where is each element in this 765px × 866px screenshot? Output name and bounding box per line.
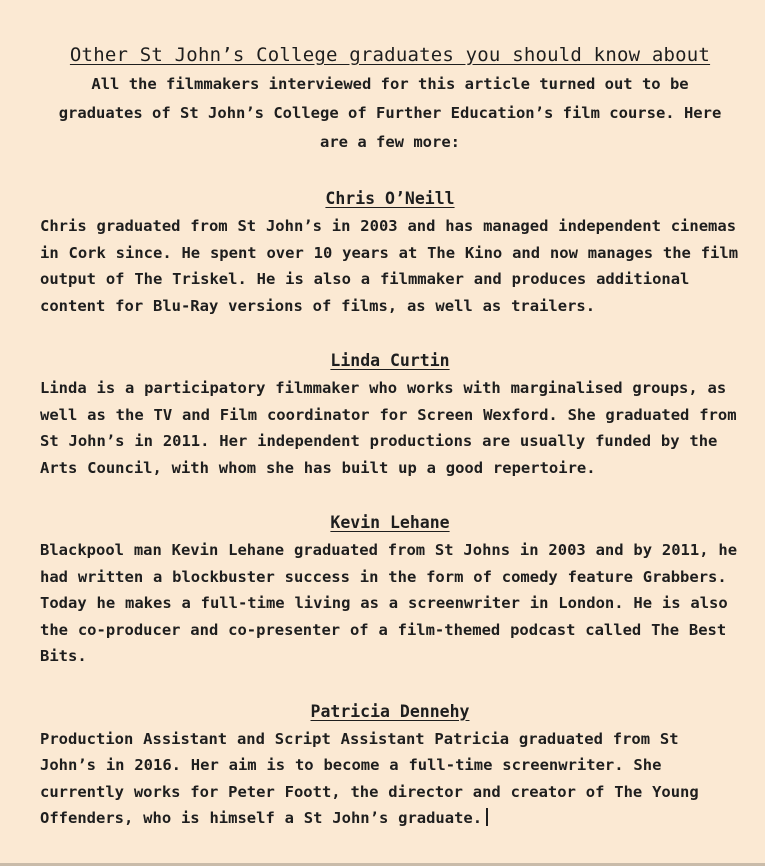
graduate-name: Linda Curtin	[330, 351, 450, 370]
graduate-section-chris	[40, 185, 740, 319]
graduate-section-linda	[40, 347, 740, 481]
graduate-bio-last	[40, 726, 740, 832]
graduate-bio: Chris graduated from St John’s in 2003 and has managed independent cinemas in Cork since. He spent over 10 years at The Kino and now manages the film output of The Triskel. He is also a filmmaker and produces additional content for Blu-Ray versions of films, as well as trailers.	[40, 217, 739, 315]
graduate-bio: Production Assistant and Script Assistant Patricia graduated from St John’s in 2016. Her aim is to become a full-time screenwriter. She currently works for Peter Foott, the director and creator of The Young Offenders, who is himself a St John’s graduate.	[40, 729, 699, 827]
article-intro: All the filmmakers interviewed for this article turned out to be graduates of St John’s College of Further Education’s film course. Here are a few more:	[58, 75, 722, 151]
graduate-section-patricia	[40, 698, 740, 832]
graduate-name: Kevin Lehane	[330, 513, 450, 532]
article-title: Other St John’s College graduates you should know about	[69, 44, 711, 66]
document-body[interactable]	[40, 40, 740, 832]
graduate-name: Chris O’Neill	[325, 189, 455, 208]
graduate-bio: Blackpool man Kevin Lehane graduated from St Johns in 2003 and by 2011, he had written a blockbuster success in the form of comedy feature Grabbers. Today he makes a full-time living as a screenwriter in London. He is also the co-producer and co-presenter of a film-themed podcast called The Best Bits.	[40, 541, 738, 665]
graduate-bio: Linda is a participatory filmmaker who works with marginalised groups, as well as the TV and Film coordinator for Screen Wexford. She graduated from St John’s in 2011. Her independent productions are usually funded by the Arts Council, with whom she has built up a good repertoire.	[40, 379, 737, 477]
graduate-section-kevin	[40, 509, 740, 670]
graduate-name: Patricia Dennehy	[310, 701, 470, 721]
text-cursor	[486, 808, 488, 826]
